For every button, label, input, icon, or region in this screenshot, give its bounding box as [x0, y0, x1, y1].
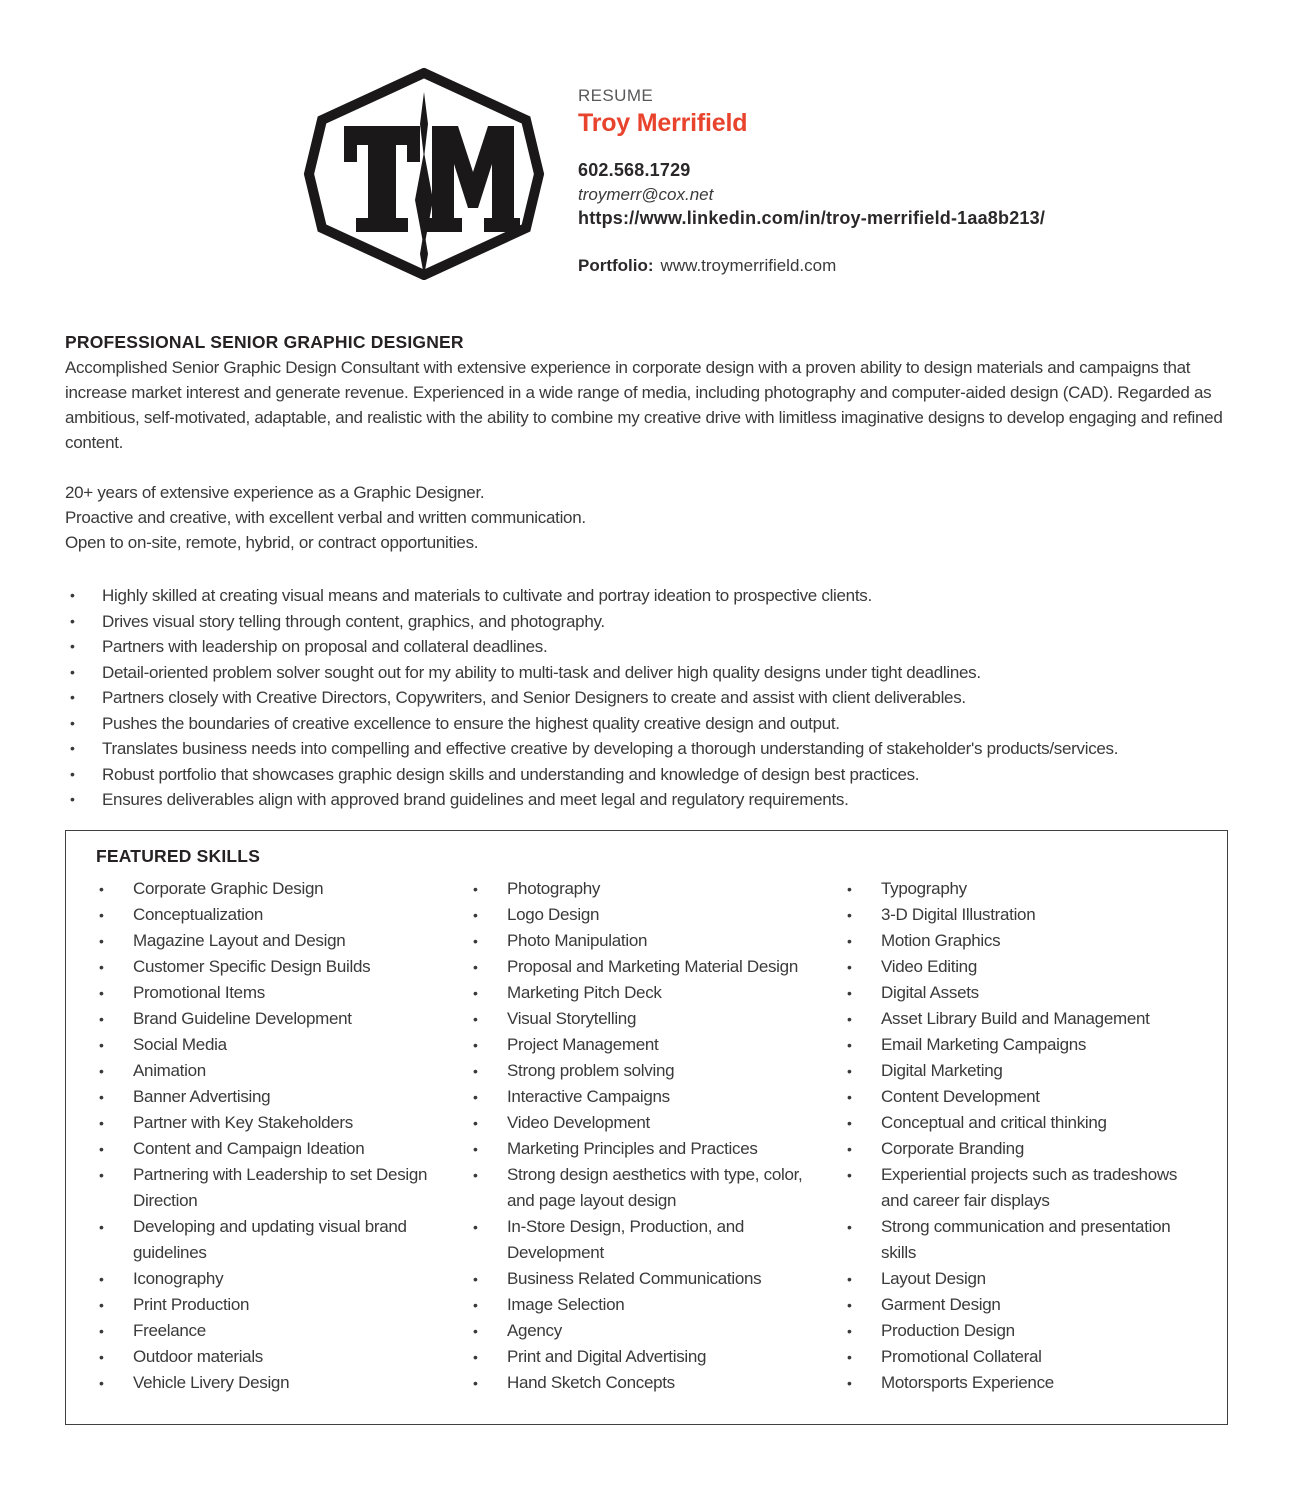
skill-item: • Marketing Pitch Deck — [470, 980, 844, 1006]
skill-item: • Vehicle Livery Design — [96, 1370, 470, 1396]
skill-item: • Business Related Communications — [470, 1266, 844, 1292]
skill-item: • Content and Campaign Ideation — [96, 1136, 470, 1162]
skill-item: • Print Production — [96, 1292, 470, 1318]
skills-column-1 — [96, 876, 470, 1396]
resume-body — [65, 332, 1228, 1425]
summary-bullet: • Pushes the boundaries of creative excellence to ensure the highest quality creative design and output. — [65, 711, 1228, 737]
email-link[interactable]: troymerr@cox.net — [578, 185, 714, 204]
phone-number: 602.568.1729 — [578, 160, 691, 180]
summary-bullet: • Robust portfolio that showcases graphic design skills and understanding and knowledge of design best practices. — [65, 762, 1228, 788]
skill-item: • Video Editing — [844, 954, 1218, 980]
skill-item: • Typography — [844, 876, 1218, 902]
featured-skills-box — [65, 830, 1228, 1425]
header — [303, 0, 1293, 280]
skill-item: • Conceptual and critical thinking — [844, 1110, 1218, 1136]
skill-item: • Corporate Graphic Design — [96, 876, 470, 902]
highlight-lines — [65, 480, 1228, 555]
skills-heading: FEATURED SKILLS — [96, 845, 261, 866]
skill-item: • Corporate Branding — [844, 1136, 1218, 1162]
skill-item: • Production Design — [844, 1318, 1218, 1344]
resume-kicker: RESUME — [578, 86, 654, 105]
skills-column-3 — [844, 876, 1218, 1396]
skill-item: • Garment Design — [844, 1292, 1218, 1318]
skill-item: • Email Marketing Campaigns — [844, 1032, 1218, 1058]
portfolio-label: Portfolio: — [578, 256, 654, 275]
summary-bullet-list — [65, 583, 1228, 813]
skill-item: • Strong design aesthetics with type, color, and page layout design — [470, 1162, 844, 1214]
skills-columns — [96, 876, 1199, 1396]
skill-item: • Photo Manipulation — [470, 928, 844, 954]
skill-item: • In-Store Design, Production, and Development — [470, 1214, 844, 1266]
skill-item: • Marketing Principles and Practices — [470, 1136, 844, 1162]
skill-item: • Proposal and Marketing Material Design — [470, 954, 844, 980]
highlight-line: Open to on-site, remote, hybrid, or contract opportunities. — [65, 533, 479, 552]
skill-item: • Conceptualization — [96, 902, 470, 928]
contact-block — [578, 68, 1045, 276]
skill-item: • Layout Design — [844, 1266, 1218, 1292]
skill-item: • Developing and updating visual brand guidelines — [96, 1214, 470, 1266]
skill-item: • Outdoor materials — [96, 1344, 470, 1370]
skill-item: • Print and Digital Advertising — [470, 1344, 844, 1370]
summary-heading: PROFESSIONAL SENIOR GRAPHIC DESIGNER — [65, 332, 464, 352]
skill-item: • Partnering with Leadership to set Design Direction — [96, 1162, 470, 1214]
skill-item: • Content Development — [844, 1084, 1218, 1110]
skill-item: • Image Selection — [470, 1292, 844, 1318]
summary-paragraph: Accomplished Senior Graphic Design Consultant with extensive experience in corporate design with a proven ability to design materials and campaigns that increase market interest and generate revenue. Experienced in a wide range of media, including photography and computer-aided design (CAD). Regarded as ambitious, self-motivated, adaptable, and realistic with the ability to combine my creative drive with limitless imaginative designs to develop engaging and refined content. — [65, 358, 1223, 452]
skill-item: • Promotional Collateral — [844, 1344, 1218, 1370]
skill-item: • Experiential projects such as tradeshows and career fair displays — [844, 1162, 1218, 1214]
summary-bullet: • Translates business needs into compelling and effective creative by developing a thorough understanding of stakeholder's products/services. — [65, 736, 1228, 762]
skill-item: • Customer Specific Design Builds — [96, 954, 470, 980]
skill-item: • Digital Marketing — [844, 1058, 1218, 1084]
skill-item: • Visual Storytelling — [470, 1006, 844, 1032]
skill-item: • Logo Design — [470, 902, 844, 928]
skill-item: • Photography — [470, 876, 844, 902]
skill-item: • Freelance — [96, 1318, 470, 1344]
summary-bullet: • Drives visual story telling through content, graphics, and photography. — [65, 609, 1228, 635]
summary-bullet: • Ensures deliverables align with approved brand guidelines and meet legal and regulatory requirements. — [65, 787, 1228, 813]
skill-item: • Asset Library Build and Management — [844, 1006, 1218, 1032]
summary-bullet: • Partners with leadership on proposal and collateral deadlines. — [65, 634, 1228, 660]
highlight-line: Proactive and creative, with excellent verbal and written communication. — [65, 508, 586, 527]
linkedin-link[interactable]: https://www.linkedin.com/in/troy-merrifield-1aa8b213/ — [578, 208, 1046, 228]
portfolio-line — [578, 256, 1045, 276]
skill-item: • Digital Assets — [844, 980, 1218, 1006]
skill-item: • Social Media — [96, 1032, 470, 1058]
highlight-line: 20+ years of extensive experience as a Graphic Designer. — [65, 483, 485, 502]
tm-monogram-logo-icon — [303, 68, 545, 280]
skill-item: • Agency — [470, 1318, 844, 1344]
skill-item: • Hand Sketch Concepts — [470, 1370, 844, 1396]
skill-item: • Banner Advertising — [96, 1084, 470, 1110]
summary-bullet: • Highly skilled at creating visual means and materials to cultivate and portray ideation to prospective clients. — [65, 583, 1228, 609]
skill-item: • Interactive Campaigns — [470, 1084, 844, 1110]
skill-item: • Iconography — [96, 1266, 470, 1292]
candidate-name: Troy Merrifield — [578, 109, 748, 137]
summary-bullet: • Partners closely with Creative Directors, Copywriters, and Senior Designers to create and assist with client deliverables. — [65, 685, 1228, 711]
skill-item: • Strong communication and presentation skills — [844, 1214, 1218, 1266]
skill-item: • Brand Guideline Development — [96, 1006, 470, 1032]
skill-item: • Partner with Key Stakeholders — [96, 1110, 470, 1136]
skill-item: • Promotional Items — [96, 980, 470, 1006]
skill-item: • Motion Graphics — [844, 928, 1218, 954]
portfolio-link[interactable]: www.troymerrifield.com — [660, 256, 837, 275]
skill-item: • Animation — [96, 1058, 470, 1084]
summary-bullet: • Detail-oriented problem solver sought out for my ability to multi-task and deliver high quality designs under tight deadlines. — [65, 660, 1228, 686]
skill-item: • Video Development — [470, 1110, 844, 1136]
skill-item: • Project Management — [470, 1032, 844, 1058]
skill-item: • 3-D Digital Illustration — [844, 902, 1218, 928]
skills-column-2 — [470, 876, 844, 1396]
skill-item: • Strong problem solving — [470, 1058, 844, 1084]
skill-item: • Magazine Layout and Design — [96, 928, 470, 954]
skill-item: • Motorsports Experience — [844, 1370, 1218, 1396]
